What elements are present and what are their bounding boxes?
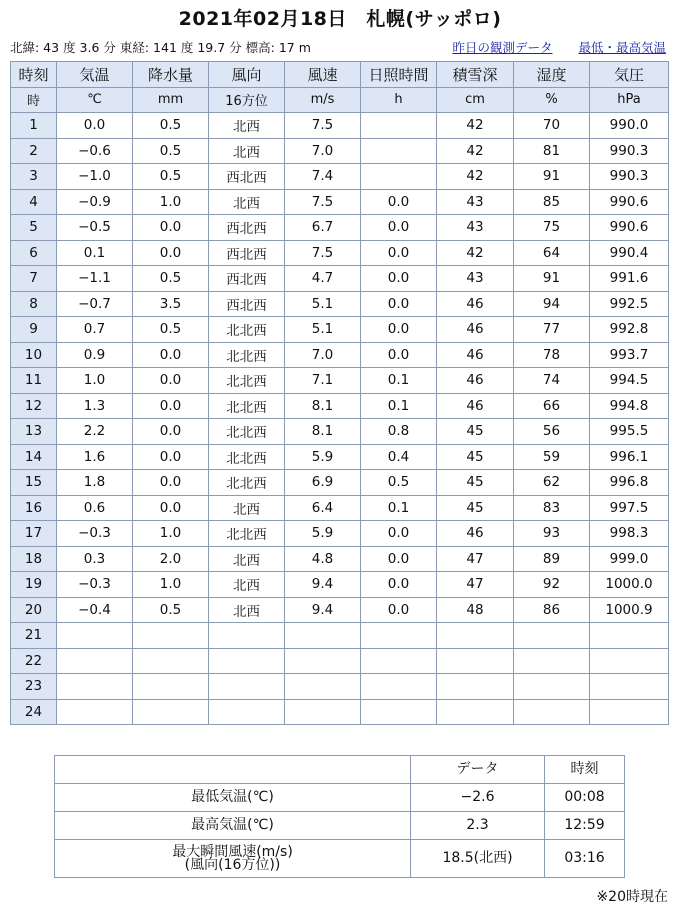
table-row (11, 317, 669, 343)
cell-pressure: 991.6 (590, 266, 669, 292)
cell-precipitation: 0.5 (133, 597, 209, 623)
cell-wind-direction: 北西 (209, 138, 285, 164)
cell-snow-depth: 42 (437, 164, 514, 190)
cell-sunshine: 0.0 (361, 521, 437, 547)
cell-hour: 17 (11, 521, 57, 547)
hourly-observation-table (10, 61, 669, 725)
cell-humidity: 59 (514, 444, 590, 470)
cell-snow-depth (437, 648, 514, 674)
cell-precipitation: 0.5 (133, 266, 209, 292)
cell-temperature: 1.8 (57, 470, 133, 496)
cell-precipitation: 0.0 (133, 240, 209, 266)
summary-row-min-temp (55, 784, 625, 812)
min-temp-label: 最低気温(℃) (55, 784, 411, 812)
table-row (11, 215, 669, 241)
cell-hour: 4 (11, 189, 57, 215)
col-header-temperature: 気温 (57, 62, 133, 88)
cell-hour: 9 (11, 317, 57, 343)
cell-precipitation (133, 674, 209, 700)
unit-header-row (11, 87, 669, 113)
station-info (10, 38, 670, 56)
cell-wind-speed: 6.4 (285, 495, 361, 521)
table-row (11, 470, 669, 496)
cell-pressure (590, 674, 669, 700)
cell-temperature (57, 623, 133, 649)
cell-temperature: 0.1 (57, 240, 133, 266)
cell-wind-direction (209, 674, 285, 700)
cell-humidity: 94 (514, 291, 590, 317)
cell-temperature: −1.0 (57, 164, 133, 190)
table-row (11, 419, 669, 445)
cell-humidity: 83 (514, 495, 590, 521)
cell-snow-depth: 46 (437, 342, 514, 368)
cell-snow-depth: 42 (437, 240, 514, 266)
cell-precipitation: 0.0 (133, 393, 209, 419)
cell-wind-speed (285, 623, 361, 649)
min-temp-value: −2.6 (411, 784, 545, 812)
cell-pressure: 994.5 (590, 368, 669, 394)
table-row (11, 546, 669, 572)
cell-pressure: 993.7 (590, 342, 669, 368)
cell-precipitation: 0.5 (133, 317, 209, 343)
cell-wind-speed: 9.4 (285, 597, 361, 623)
cell-humidity: 66 (514, 393, 590, 419)
cell-temperature: −0.9 (57, 189, 133, 215)
header-links (452, 38, 666, 56)
max-temp-label: 最高気温(℃) (55, 812, 411, 840)
hourly-rows (11, 113, 669, 725)
cell-sunshine: 0.8 (361, 419, 437, 445)
cell-pressure: 990.6 (590, 215, 669, 241)
unit-wind-speed: m/s (285, 87, 361, 113)
col-header-wind-speed: 風速 (285, 62, 361, 88)
cell-pressure: 1000.0 (590, 572, 669, 598)
cell-wind-speed: 5.1 (285, 317, 361, 343)
cell-wind-speed: 9.4 (285, 572, 361, 598)
cell-wind-direction: 北西 (209, 495, 285, 521)
table-row (11, 113, 669, 139)
cell-hour: 6 (11, 240, 57, 266)
cell-pressure: 997.5 (590, 495, 669, 521)
table-row (11, 240, 669, 266)
cell-precipitation: 2.0 (133, 546, 209, 572)
cell-precipitation (133, 623, 209, 649)
cell-temperature: 2.2 (57, 419, 133, 445)
cell-wind-direction: 北北西 (209, 342, 285, 368)
cell-temperature: 1.0 (57, 368, 133, 394)
col-header-wind-direction: 風向 (209, 62, 285, 88)
cell-wind-speed: 8.1 (285, 419, 361, 445)
table-row (11, 393, 669, 419)
cell-precipitation: 0.0 (133, 495, 209, 521)
cell-humidity: 91 (514, 266, 590, 292)
table-row (11, 495, 669, 521)
cell-precipitation (133, 648, 209, 674)
cell-pressure: 994.8 (590, 393, 669, 419)
table-row (11, 291, 669, 317)
table-row (11, 266, 669, 292)
cell-hour: 8 (11, 291, 57, 317)
cell-snow-depth: 47 (437, 546, 514, 572)
cell-humidity: 64 (514, 240, 590, 266)
cell-wind-speed: 5.9 (285, 444, 361, 470)
cell-sunshine (361, 623, 437, 649)
summary-header-time: 時刻 (545, 756, 625, 784)
cell-wind-direction: 北北西 (209, 419, 285, 445)
max-gust-value: 18.5(北西) (411, 840, 545, 878)
cell-humidity: 92 (514, 572, 590, 598)
cell-pressure: 990.0 (590, 113, 669, 139)
col-header-sunshine: 日照時間 (361, 62, 437, 88)
daily-summary-table (54, 755, 625, 878)
cell-sunshine: 0.0 (361, 546, 437, 572)
cell-hour: 10 (11, 342, 57, 368)
cell-sunshine (361, 699, 437, 725)
cell-snow-depth (437, 674, 514, 700)
cell-hour: 24 (11, 699, 57, 725)
cell-precipitation: 1.0 (133, 572, 209, 598)
cell-wind-speed: 7.5 (285, 189, 361, 215)
cell-snow-depth: 46 (437, 368, 514, 394)
cell-humidity: 77 (514, 317, 590, 343)
unit-hour: 時 (11, 87, 57, 113)
cell-wind-direction: 西北西 (209, 291, 285, 317)
cell-snow-depth: 46 (437, 393, 514, 419)
cell-wind-speed: 7.4 (285, 164, 361, 190)
cell-pressure: 998.3 (590, 521, 669, 547)
cell-wind-speed: 5.9 (285, 521, 361, 547)
cell-hour: 18 (11, 546, 57, 572)
column-header-row (11, 62, 669, 88)
cell-humidity: 81 (514, 138, 590, 164)
cell-snow-depth: 46 (437, 291, 514, 317)
cell-precipitation: 1.0 (133, 521, 209, 547)
cell-temperature: 0.6 (57, 495, 133, 521)
summary-corner (55, 756, 411, 784)
cell-pressure: 1000.9 (590, 597, 669, 623)
cell-wind-speed: 7.0 (285, 342, 361, 368)
cell-temperature: 1.3 (57, 393, 133, 419)
location-text: 北緯: 43 度 3.6 分 東経: 141 度 19.7 分 標高: 17 m (10, 40, 311, 55)
cell-wind-speed: 8.1 (285, 393, 361, 419)
cell-pressure: 992.8 (590, 317, 669, 343)
unit-snow-depth: cm (437, 87, 514, 113)
cell-humidity: 85 (514, 189, 590, 215)
cell-wind-direction: 西北西 (209, 240, 285, 266)
table-row (11, 597, 669, 623)
unit-sunshine: h (361, 87, 437, 113)
cell-precipitation: 3.5 (133, 291, 209, 317)
cell-wind-speed: 7.1 (285, 368, 361, 394)
cell-wind-direction: 西北西 (209, 215, 285, 241)
cell-temperature: −0.3 (57, 521, 133, 547)
unit-humidity: % (514, 87, 590, 113)
cell-wind-direction: 西北西 (209, 266, 285, 292)
cell-hour: 1 (11, 113, 57, 139)
cell-humidity (514, 699, 590, 725)
cell-temperature: 1.6 (57, 444, 133, 470)
cell-wind-direction: 北西 (209, 572, 285, 598)
cell-humidity: 86 (514, 597, 590, 623)
cell-hour: 2 (11, 138, 57, 164)
cell-snow-depth: 45 (437, 470, 514, 496)
cell-pressure: 990.4 (590, 240, 669, 266)
cell-wind-direction (209, 648, 285, 674)
cell-humidity: 62 (514, 470, 590, 496)
max-gust-label-line2: (風向(16方位)) (184, 856, 281, 873)
cell-hour: 11 (11, 368, 57, 394)
cell-pressure (590, 623, 669, 649)
cell-pressure: 995.5 (590, 419, 669, 445)
col-header-precipitation: 降水量 (133, 62, 209, 88)
cell-wind-speed: 7.0 (285, 138, 361, 164)
summary-row-max-gust (55, 840, 625, 878)
table-row (11, 648, 669, 674)
max-gust-time: 03:16 (545, 840, 625, 878)
cell-wind-speed (285, 674, 361, 700)
col-header-hour: 時刻 (11, 62, 57, 88)
unit-temperature: ℃ (57, 87, 133, 113)
cell-wind-direction (209, 699, 285, 725)
cell-temperature: −0.3 (57, 572, 133, 598)
cell-wind-speed: 7.5 (285, 240, 361, 266)
cell-wind-direction: 北北西 (209, 317, 285, 343)
summary-row-max-temp (55, 812, 625, 840)
table-row (11, 572, 669, 598)
cell-humidity: 56 (514, 419, 590, 445)
cell-wind-direction: 北西 (209, 189, 285, 215)
page-title: 2021年02月18日 札幌(サッポロ) (178, 8, 502, 30)
cell-wind-direction: 北北西 (209, 470, 285, 496)
cell-snow-depth: 42 (437, 138, 514, 164)
cell-temperature (57, 648, 133, 674)
cell-humidity (514, 648, 590, 674)
cell-wind-direction: 西北西 (209, 164, 285, 190)
max-temp-time: 12:59 (545, 812, 625, 840)
cell-humidity (514, 674, 590, 700)
cell-snow-depth: 47 (437, 572, 514, 598)
cell-precipitation: 0.5 (133, 138, 209, 164)
cell-pressure: 992.5 (590, 291, 669, 317)
cell-sunshine: 0.0 (361, 291, 437, 317)
cell-temperature: 0.3 (57, 546, 133, 572)
cell-hour: 5 (11, 215, 57, 241)
cell-temperature (57, 699, 133, 725)
cell-hour: 7 (11, 266, 57, 292)
cell-sunshine: 0.0 (361, 189, 437, 215)
cell-sunshine: 0.0 (361, 597, 437, 623)
cell-hour: 12 (11, 393, 57, 419)
cell-humidity: 78 (514, 342, 590, 368)
cell-snow-depth (437, 699, 514, 725)
cell-humidity: 75 (514, 215, 590, 241)
cell-snow-depth: 43 (437, 266, 514, 292)
cell-hour: 15 (11, 470, 57, 496)
col-header-pressure: 気圧 (590, 62, 669, 88)
cell-humidity: 89 (514, 546, 590, 572)
cell-pressure (590, 699, 669, 725)
cell-humidity: 93 (514, 521, 590, 547)
cell-hour: 3 (11, 164, 57, 190)
cell-sunshine: 0.0 (361, 317, 437, 343)
cell-pressure: 990.3 (590, 164, 669, 190)
cell-precipitation: 0.0 (133, 419, 209, 445)
cell-precipitation: 0.5 (133, 164, 209, 190)
cell-humidity: 91 (514, 164, 590, 190)
table-row (11, 138, 669, 164)
max-gust-label-line1: 最大瞬間風速(m/s) (172, 843, 293, 860)
cell-wind-direction: 北西 (209, 113, 285, 139)
cell-wind-direction: 北北西 (209, 444, 285, 470)
cell-pressure: 996.8 (590, 470, 669, 496)
cell-wind-speed (285, 699, 361, 725)
cell-snow-depth: 48 (437, 597, 514, 623)
cell-temperature: −0.5 (57, 215, 133, 241)
cell-precipitation: 0.0 (133, 444, 209, 470)
as-of-note: ※20時現在 (596, 889, 668, 905)
cell-temperature: 0.7 (57, 317, 133, 343)
cell-sunshine (361, 138, 437, 164)
summary-header-row (55, 756, 625, 784)
cell-wind-speed: 4.7 (285, 266, 361, 292)
summary-header-data: データ (411, 756, 545, 784)
cell-wind-speed: 7.5 (285, 113, 361, 139)
table-row (11, 444, 669, 470)
yesterday-data-link[interactable]: 昨日の観測データ (452, 40, 553, 55)
col-header-snow-depth: 積雪深 (437, 62, 514, 88)
cell-hour: 22 (11, 648, 57, 674)
table-row (11, 189, 669, 215)
cell-pressure (590, 648, 669, 674)
cell-precipitation: 0.0 (133, 470, 209, 496)
cell-sunshine (361, 674, 437, 700)
cell-hour: 20 (11, 597, 57, 623)
cell-hour: 21 (11, 623, 57, 649)
cell-wind-speed: 5.1 (285, 291, 361, 317)
cell-pressure: 999.0 (590, 546, 669, 572)
cell-pressure: 990.3 (590, 138, 669, 164)
cell-precipitation: 0.0 (133, 342, 209, 368)
cell-wind-direction: 北北西 (209, 393, 285, 419)
cell-wind-direction: 北西 (209, 546, 285, 572)
cell-snow-depth: 45 (437, 419, 514, 445)
table-row (11, 521, 669, 547)
cell-snow-depth (437, 623, 514, 649)
cell-temperature: −0.7 (57, 291, 133, 317)
cell-wind-direction: 北西 (209, 597, 285, 623)
cell-sunshine: 0.5 (361, 470, 437, 496)
cell-sunshine (361, 648, 437, 674)
cell-snow-depth: 46 (437, 521, 514, 547)
cell-wind-speed (285, 648, 361, 674)
min-temp-time: 00:08 (545, 784, 625, 812)
cell-snow-depth: 46 (437, 317, 514, 343)
cell-snow-depth: 42 (437, 113, 514, 139)
cell-sunshine: 0.0 (361, 342, 437, 368)
cell-sunshine: 0.1 (361, 393, 437, 419)
cell-sunshine (361, 164, 437, 190)
cell-snow-depth: 45 (437, 495, 514, 521)
table-row (11, 674, 669, 700)
cell-pressure: 996.1 (590, 444, 669, 470)
cell-sunshine: 0.0 (361, 266, 437, 292)
cell-pressure: 990.6 (590, 189, 669, 215)
cell-sunshine: 0.4 (361, 444, 437, 470)
cell-sunshine: 0.1 (361, 495, 437, 521)
cell-wind-direction (209, 623, 285, 649)
cell-temperature: 0.9 (57, 342, 133, 368)
cell-snow-depth: 43 (437, 189, 514, 215)
cell-hour: 13 (11, 419, 57, 445)
cell-precipitation: 0.0 (133, 215, 209, 241)
unit-wind-direction: 16方位 (209, 87, 285, 113)
cell-hour: 19 (11, 572, 57, 598)
table-row (11, 623, 669, 649)
table-row (11, 699, 669, 725)
cell-snow-depth: 45 (437, 444, 514, 470)
cell-wind-direction: 北北西 (209, 521, 285, 547)
cell-precipitation: 0.5 (133, 113, 209, 139)
table-row (11, 368, 669, 394)
min-max-temp-link[interactable]: 最低・最高気温 (578, 40, 666, 55)
table-row (11, 164, 669, 190)
cell-hour: 14 (11, 444, 57, 470)
cell-wind-speed: 6.7 (285, 215, 361, 241)
cell-hour: 16 (11, 495, 57, 521)
cell-precipitation (133, 699, 209, 725)
cell-precipitation: 0.0 (133, 368, 209, 394)
cell-wind-speed: 6.9 (285, 470, 361, 496)
max-gust-label (55, 840, 411, 878)
cell-temperature: −0.4 (57, 597, 133, 623)
cell-temperature: −0.6 (57, 138, 133, 164)
table-row (11, 342, 669, 368)
cell-wind-speed: 4.8 (285, 546, 361, 572)
cell-humidity (514, 623, 590, 649)
max-temp-value: 2.3 (411, 812, 545, 840)
cell-temperature: −1.1 (57, 266, 133, 292)
cell-hour: 23 (11, 674, 57, 700)
cell-sunshine: 0.0 (361, 572, 437, 598)
cell-temperature: 0.0 (57, 113, 133, 139)
cell-snow-depth: 43 (437, 215, 514, 241)
cell-wind-direction: 北北西 (209, 368, 285, 394)
cell-sunshine: 0.0 (361, 240, 437, 266)
cell-sunshine (361, 113, 437, 139)
cell-precipitation: 1.0 (133, 189, 209, 215)
cell-sunshine: 0.1 (361, 368, 437, 394)
cell-sunshine: 0.0 (361, 215, 437, 241)
col-header-humidity: 湿度 (514, 62, 590, 88)
cell-humidity: 70 (514, 113, 590, 139)
cell-temperature (57, 674, 133, 700)
unit-pressure: hPa (590, 87, 669, 113)
cell-humidity: 74 (514, 368, 590, 394)
unit-precipitation: mm (133, 87, 209, 113)
